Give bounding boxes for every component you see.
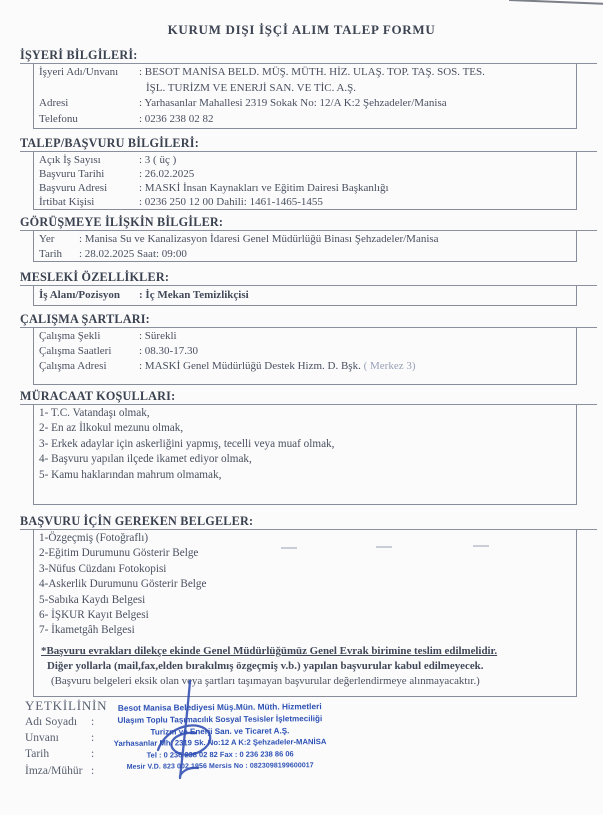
field-value: : Sürekli (139, 330, 177, 342)
field-row (39, 96, 572, 112)
scan-edge-artifact (509, 0, 603, 5)
section-gorusme (20, 215, 597, 262)
field-row (39, 153, 572, 167)
stamp-line: Besot Manisa Belediyesi Müş.Mün. Müth. Hizmetleri (117, 701, 322, 713)
field-value: : MASKİ İnsan Kaynakları ve Eğitim Dairesi Başkanlığı (139, 182, 389, 194)
field-value: : İç Mekan Temizlikçisi (139, 289, 249, 301)
section-calisma-header: ÇALIŞMA ŞARTLARI: (20, 312, 597, 328)
field-label: Başvuru Tarihi (39, 168, 105, 180)
field-row (39, 112, 572, 128)
field-value: : 08.30-17.30 (139, 345, 198, 357)
field-label: Tarih (39, 247, 63, 260)
signatory-label: Tarih (25, 748, 50, 761)
field-value: : MASKİ Genel Müdürlüğü Destek Hizm. D. Bşk. ( Merkez 3) (139, 360, 416, 372)
field-label: Telefonu (39, 112, 78, 125)
field-label: İşyeri Adı/Unvanı (39, 66, 119, 78)
list-item: 1-Özgeçmiş (Fotoğraflı) (39, 532, 149, 544)
field-value: : Yarhasanlar Mahallesi 2319 Sokak No: 12/A K:2 Şehzadeler/Manisa (139, 97, 447, 109)
field-label: Çalışma Şekli (39, 330, 101, 342)
signatory-heading: YETKİLİNİN (25, 698, 108, 713)
section-isyeri (20, 48, 597, 129)
stamp-line: Yarhasanlar Mh. 2319 Sk. No:12 A K:2 Şehzadeler-MANİSA (113, 737, 327, 749)
section-calisma-box (33, 328, 577, 385)
section-muracaat (20, 389, 597, 505)
note-delivery: *Başvuru evrakları dilekçe ekinde Genel Müdürlüğümüz Genel Evrak birimine teslim edilmelidir. (41, 644, 498, 657)
section-belgeler-header: BAŞVURU İÇİN GEREKEN BELGELER: (20, 514, 597, 530)
signatory-label: Unvanı (25, 732, 59, 745)
note-rejection: Diğer yollarla (mail,fax,elden bırakılmış özgeçmiş v.b.) yapılan başvurular kabul edilmeyecek. (47, 659, 484, 672)
list-item: 5-Sabıka Kaydı Belgesi (39, 593, 146, 606)
list-item: 4-Askerlik Durumunu Gösterir Belge (39, 578, 207, 591)
section-calisma (20, 312, 597, 385)
signature-scribble (146, 676, 232, 784)
field-row (39, 65, 572, 81)
list-item: 4- Başvuru yapılan ilçede ikamet ediyor olmak, (39, 453, 252, 466)
field-label: Adresi (39, 97, 69, 109)
field-label: İş Alanı/Pozisyon (39, 289, 120, 301)
field-value: İŞL. TURİZM VE ENERJİ SAN. VE TİC. A.Ş. (146, 81, 357, 94)
field-label: Çalışma Saatleri (39, 345, 112, 357)
section-isyeri-header: İŞYERİ BİLGİLERİ: (20, 48, 597, 64)
stamp-line: Ulaşım Toplu Taşımacılık Sosyal Tesisler İşletmeciliği (117, 713, 323, 725)
field-row (39, 344, 572, 359)
field-value: : BESOT MANİSA BELD. MÜŞ. MÜTH. HİZ. ULAŞ. TOP. TAŞ. SOS. TES. (139, 66, 485, 78)
application-notes (39, 644, 572, 689)
field-value-faint: ( Merkez 3) (363, 360, 416, 372)
section-belgeler (20, 514, 597, 697)
list-item: 6- İŞKUR Kayıt Belgesi (39, 609, 149, 622)
field-row (39, 359, 572, 374)
section-mesleki (20, 270, 597, 306)
section-talep (20, 136, 597, 210)
scan-artifact (281, 547, 297, 549)
list-item: 3- Erkek adaylar için askerliğini yapmış, tecelli veya muaf olmak, (39, 437, 335, 450)
field-value: : 0236 238 02 82 (139, 112, 214, 125)
scan-artifact (473, 545, 489, 547)
field-value: : 0236 250 12 00 Dahili: 1461-1465-1455 (139, 196, 323, 208)
field-row (39, 329, 572, 344)
list-item: 7- İkametgâh Belgesi (39, 624, 135, 637)
field-row (39, 287, 572, 303)
field-label: Çalışma Adresi (39, 360, 107, 372)
section-muracaat-header: MÜRACAAT KOŞULLARI: (20, 389, 597, 405)
list-item: 2-Eğitim Durumunu Gösterir Belge (39, 547, 199, 560)
field-row (39, 195, 572, 209)
scan-artifact (376, 546, 392, 548)
list-item: 2- En az İlkokul mezunu olmak, (39, 422, 184, 435)
signatory-label: Adı Soyadı (25, 716, 78, 728)
stamp-line: Tel : 0 236 238 02 82 Fax : 0 236 238 86 06 (146, 749, 294, 760)
list-item: 1- T.C. Vatandaşı olmak, (39, 407, 150, 419)
stamp-line: Turizm ve Enerji San. ve Ticaret A.Ş. (150, 725, 290, 737)
field-label: Açık İş Sayısı (39, 154, 101, 166)
colon-separator: : (91, 716, 95, 728)
field-label: Yer (39, 233, 55, 245)
section-gorusme-header: GÖRÜŞMEYE İLİŞKİN BİLGİLER: (20, 215, 597, 231)
section-belgeler-box (33, 530, 577, 697)
section-talep-header: TALEP/BAŞVURU BİLGİLERİ: (20, 136, 597, 152)
field-row (39, 232, 572, 247)
section-isyeri-box (33, 64, 577, 129)
section-gorusme-box (33, 231, 577, 262)
section-muracaat-box (33, 405, 577, 505)
section-mesleki-box (33, 286, 577, 306)
form-title: KURUM DIŞI İŞÇİ ALIM TALEP FORMU (167, 22, 436, 37)
stamp-line: Mesir V.D. 823 002 1956 Mersis No : 0823098199600017 (126, 762, 314, 771)
field-label: İrtibat Kişisi (39, 196, 95, 208)
field-label: Başvuru Adresi (39, 182, 108, 194)
field-value: : Manisa Su ve Kanalizasyon İdaresi Genel Müdürlüğü Binası Şehzadeler/Manisa (79, 233, 439, 245)
section-mesleki-header: MESLEKİ ÖZELLİKLER: (20, 270, 597, 286)
list-item: 3-Nüfus Cüzdanı Fotokopisi (39, 562, 167, 575)
signatory-label: İmza/Mühür (25, 764, 83, 777)
field-row (39, 181, 572, 195)
field-value: : 26.02.2025 (139, 168, 195, 180)
field-row (39, 167, 572, 181)
note-evaluation: (Başvuru belgeleri eksik olan veya şartları taşımayan başvurular değerlendirmeye alınmayacaktır.) (51, 674, 480, 687)
section-talep-box (33, 152, 577, 210)
field-row-continuation (39, 81, 572, 97)
list-item: 5- Kamu haklarından mahrum olmamak, (39, 468, 222, 481)
field-row (39, 247, 572, 262)
field-value: : 28.02.2025 Saat: 09:00 (79, 247, 187, 260)
field-value: : 3 ( üç ) (139, 154, 177, 166)
colon-separator: : (91, 732, 95, 745)
colon-separator: : (91, 764, 95, 777)
colon-separator: : (91, 748, 95, 761)
